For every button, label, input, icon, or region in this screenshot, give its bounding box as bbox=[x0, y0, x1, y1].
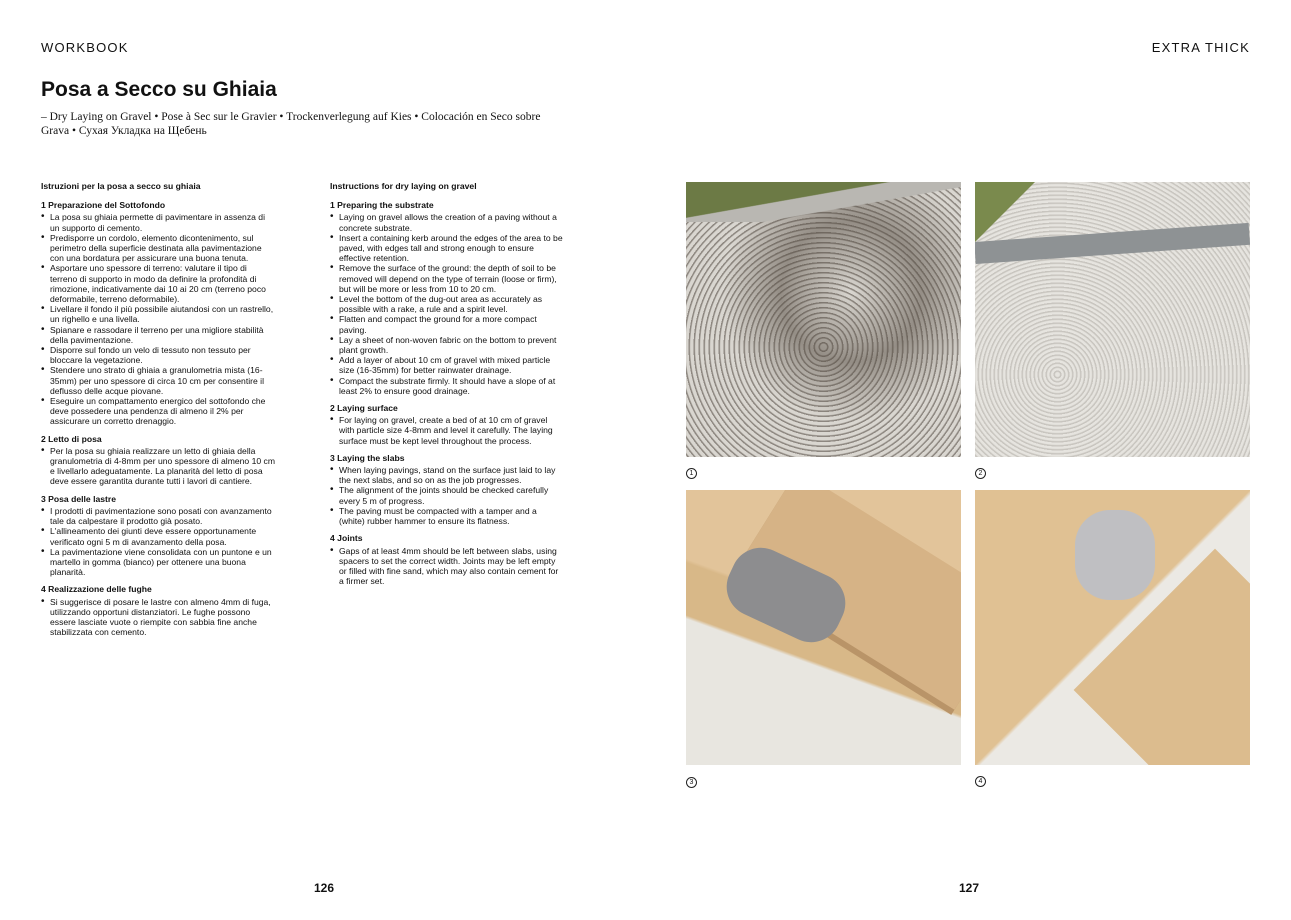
section-title: 1 Preparazione del Sottofondo bbox=[41, 200, 166, 211]
section-list bbox=[41, 212, 275, 426]
list-item: • When laying pavings, stand on the surface just laid to lay the next slabs, and so on as the job progresses. bbox=[330, 465, 564, 485]
list-item: • Level the bottom of the dug-out area as accurately as possible with a rake, a rule and a spirit level. bbox=[330, 294, 564, 314]
section-title: 3 Posa delle lastre bbox=[41, 493, 116, 504]
list-item: • Livellare il fondo il più possibile aiutandosi con un rastrello, un righello e una livella. bbox=[41, 304, 275, 324]
section-list bbox=[41, 446, 275, 487]
photo-leveling-gravel bbox=[975, 182, 1250, 457]
list-item: • Lay a sheet of non-woven fabric on the bottom to prevent plant growth. bbox=[330, 335, 564, 355]
list-item: • Predisporre un cordolo, elemento dicontenimento, sul perimetro della superficie destinata alla pavimentazione con una bordatura per assicurare una buona tenuta. bbox=[41, 233, 275, 264]
section-list bbox=[41, 506, 275, 577]
section-list bbox=[330, 546, 564, 587]
section-list bbox=[330, 415, 564, 446]
section-list bbox=[330, 212, 564, 396]
section-list bbox=[41, 597, 275, 638]
list-item: • Stendere uno strato di ghiaia a granulometria mista (16-35mm) per uno spessore di circa 10 cm per consentire il deflusso delle acque piovane. bbox=[41, 365, 275, 396]
section-title: 4 Realizzazione delle fughe bbox=[41, 584, 152, 595]
running-header-right: EXTRA THICK bbox=[1151, 40, 1250, 55]
section-title: 3 Laying the slabs bbox=[330, 452, 405, 463]
section-title: 4 Joints bbox=[330, 533, 363, 544]
page-title: Posa a Secco su Ghiaia bbox=[41, 78, 277, 101]
photo-label-2: 2 bbox=[975, 468, 986, 479]
subtitle-translations: – Dry Laying on Gravel • Pose à Sec sur le Gravier • Trockenverlegung auf Kies • Colocación en Seco sobre Grava • Сухая Укладка на Щебень bbox=[41, 111, 541, 137]
list-item: • The paving must be compacted with a tamper and a (white) rubber hammer to ensure its flatness. bbox=[330, 506, 564, 526]
english-column bbox=[330, 181, 564, 586]
photo-label-1: 1 bbox=[686, 468, 697, 479]
list-item: • Insert a containing kerb around the edges of the area to be paved, with edges tall and strong enough to ensure effective retention. bbox=[330, 233, 564, 264]
list-item: • Disporre sul fondo un velo di tessuto non tessuto per bloccare la vegetazione. bbox=[41, 345, 275, 365]
list-item: • Eseguire un compattamento energico del sottofondo che deve possedere una pendenza di almeno il 2% per assicurare un corretto drenaggio. bbox=[41, 396, 275, 427]
photo-label-3: 3 bbox=[686, 777, 697, 788]
section-title: 2 Letto di posa bbox=[41, 433, 102, 444]
list-item: • L'allineamento dei giunti deve essere opportunamente verificato ogni 5 m di avanzamento della posa. bbox=[41, 526, 275, 546]
list-item: • La pavimentazione viene consolidata con un puntone e un martello in gomma (bianco) per ottenere una buona planarità. bbox=[41, 547, 275, 578]
list-item: • Spianare e rassodare il terreno per una migliore stabilità della pavimentazione. bbox=[41, 325, 275, 345]
section-title: 2 Laying surface bbox=[330, 403, 398, 414]
photo-laying-slab bbox=[686, 490, 961, 765]
list-item: • Asportare uno spessore di terreno: valutare il tipo di terreno di supporto in modo da definire la profondità di rimozione, indicativamente dai 10 ai 20 cm (terreno poco deformabile, terreno deformabile). bbox=[41, 263, 275, 304]
list-item: • The alignment of the joints should be checked carefully every 5 m of progress. bbox=[330, 485, 564, 505]
list-item: • Per la posa su ghiaia realizzare un letto di ghiaia della granulometria di 4-8mm per uno spessore di almeno 10 cm e livellarlo adeguatamente. La planarità del letto di posa deve essere garantita durante tutti i lavori di cantiere. bbox=[41, 446, 275, 487]
list-item: • Compact the substrate firmly. It should have a slope of at least 2% to ensure good drainage. bbox=[330, 376, 564, 396]
instructions-heading: Istruzioni per la posa a secco su ghiaia bbox=[41, 181, 201, 191]
list-item: • Laying on gravel allows the creation of a paving without a concrete substrate. bbox=[330, 212, 564, 232]
page-number-left: 126 bbox=[314, 881, 335, 895]
italian-column bbox=[41, 181, 275, 637]
page-number-right: 127 bbox=[959, 881, 980, 895]
list-item: • La posa su ghiaia permette di pavimentare in assenza di un supporto di cemento. bbox=[41, 212, 275, 232]
list-item: • Remove the surface of the ground: the depth of soil to be removed will depend on the type of terrain (loose or firm), but will be more or less from 10 to 20 cm. bbox=[330, 263, 564, 294]
section-title: 1 Preparing the substrate bbox=[330, 200, 434, 211]
list-item: • Add a layer of about 10 cm of gravel with mixed particle size (16-35mm) for better rainwater drainage. bbox=[330, 355, 564, 375]
list-item: • For laying on gravel, create a bed of at 10 cm of gravel with particle size 4-8mm and level it carefully. The laying surface must be kept level throughout the process. bbox=[330, 415, 564, 446]
photo-gravel-substrate bbox=[686, 182, 961, 457]
photo-placing-spacers bbox=[975, 490, 1250, 765]
running-header-left: WORKBOOK bbox=[41, 40, 129, 55]
list-item: • Si suggerisce di posare le lastre con almeno 4mm di fuga, utilizzando opportuni distanziatori. Le fughe possono essere lasciate vuote o riempite con sabbia fine anche stabilizzata con cemento. bbox=[41, 597, 275, 638]
photo-label-4: 4 bbox=[975, 776, 986, 787]
list-item: • I prodotti di pavimentazione sono posati con avanzamento tale da calpestare il prodotto già posato. bbox=[41, 506, 275, 526]
list-item: • Flatten and compact the ground for a more compact paving. bbox=[330, 314, 564, 334]
section-list bbox=[330, 465, 564, 526]
list-item: • Gaps of at least 4mm should be left between slabs, using spacers to set the correct width. Joints may be left empty or filled with fine sand, which may also contain cement for a firmer set. bbox=[330, 546, 564, 587]
instructions-heading: Instructions for dry laying on gravel bbox=[330, 181, 477, 191]
